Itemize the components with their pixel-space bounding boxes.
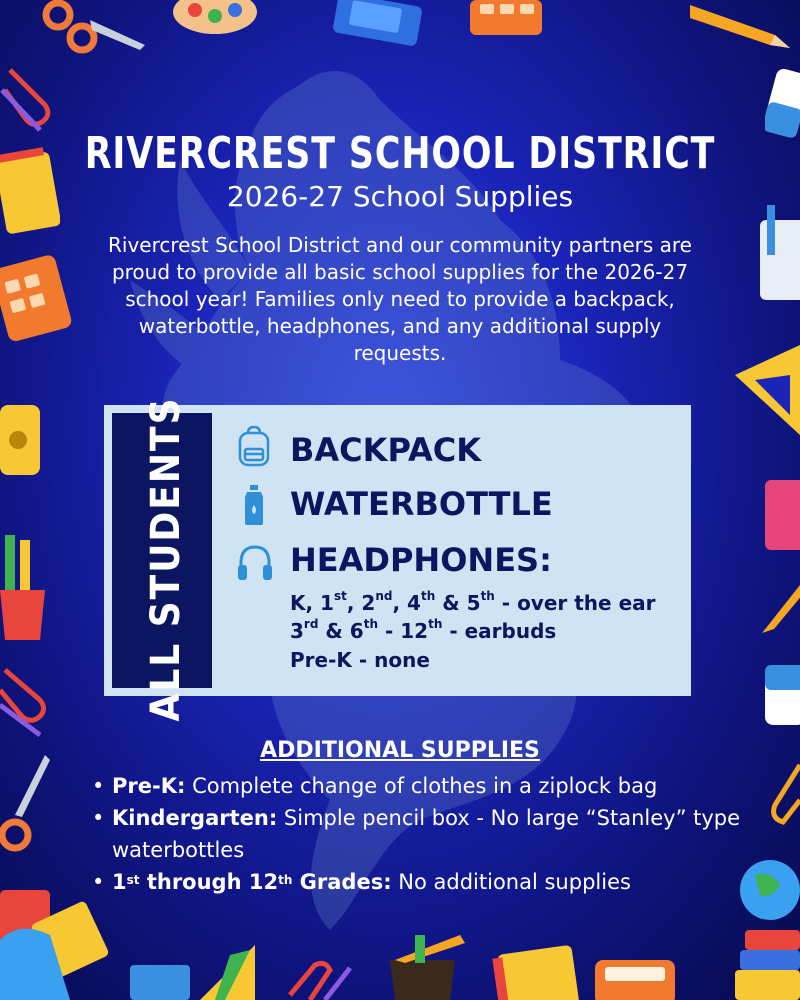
headphones-rule-prek: Pre-K - none	[290, 648, 430, 672]
eraser-icon	[765, 65, 800, 140]
sharpener-icon	[0, 400, 45, 480]
books-icon	[0, 880, 110, 1000]
all-students-label: ALL STUDENTS	[143, 396, 189, 722]
water-bottle-icon	[236, 483, 272, 527]
ruler-triangle-icon	[735, 345, 800, 435]
headphones-rule-k-5: K, 1st, 2nd, 4th & 5th - over the ear	[290, 589, 656, 615]
eraser-icon	[760, 660, 800, 730]
headphones-rule-3-12: 3rd & 6th - 12th - earbuds	[290, 617, 557, 643]
paperclip-icon	[0, 660, 50, 740]
pencil-icon	[760, 585, 800, 635]
notebook-icon	[760, 475, 800, 550]
pencil-cup-icon	[380, 935, 470, 1000]
calculator-icon	[465, 0, 550, 40]
backpack-item: BACKPACK	[290, 431, 481, 469]
list-item: • 1st through 12th Grades: No additional supplies	[92, 866, 752, 898]
additional-supplies-heading: ADDITIONAL SUPPLIES	[260, 738, 540, 763]
paint-palette-icon	[170, 0, 260, 35]
headphones-icon	[236, 543, 274, 583]
waterbottle-item: WATERBOTTLE	[290, 485, 553, 523]
district-title: RIVERCREST SCHOOL DISTRICT	[84, 128, 716, 179]
scissors-icon	[40, 0, 150, 55]
notebook-icon	[330, 0, 430, 50]
intro-paragraph: Rivercrest School District and our community partners are proud to provide all basic school supplies for the 2026-27 school year! Families only need to provide a backpack, waterbottle, headphones, and any additional supply requests.	[108, 233, 692, 365]
calculator-icon	[0, 255, 75, 345]
headphones-item: HEADPHONES:	[290, 541, 552, 579]
calculator-icon	[590, 955, 680, 1000]
list-item: • Pre-K: Complete change of clothes in a ziplock bag	[92, 770, 752, 802]
page-subtitle: 2026-27 School Supplies	[226, 180, 574, 213]
all-students-panel	[104, 396, 691, 722]
paperclip-icon	[285, 960, 365, 1000]
pencil-cup-icon	[0, 535, 50, 645]
all-students-label-bar	[112, 396, 212, 722]
additional-supplies-list	[92, 770, 752, 898]
paperclip-icon	[0, 60, 55, 140]
scissors-icon	[0, 755, 55, 865]
ruler-triangle-icon	[130, 945, 260, 1000]
pencil-icon	[690, 0, 800, 50]
paperclip-icon	[765, 760, 800, 840]
spiral-notepad-icon	[490, 945, 580, 1000]
spiral-notepad-icon	[755, 205, 800, 305]
backpack-icon	[236, 425, 272, 469]
list-item: • Kindergarten: Simple pencil box - No large “Stanley” type waterbottles	[92, 802, 752, 866]
